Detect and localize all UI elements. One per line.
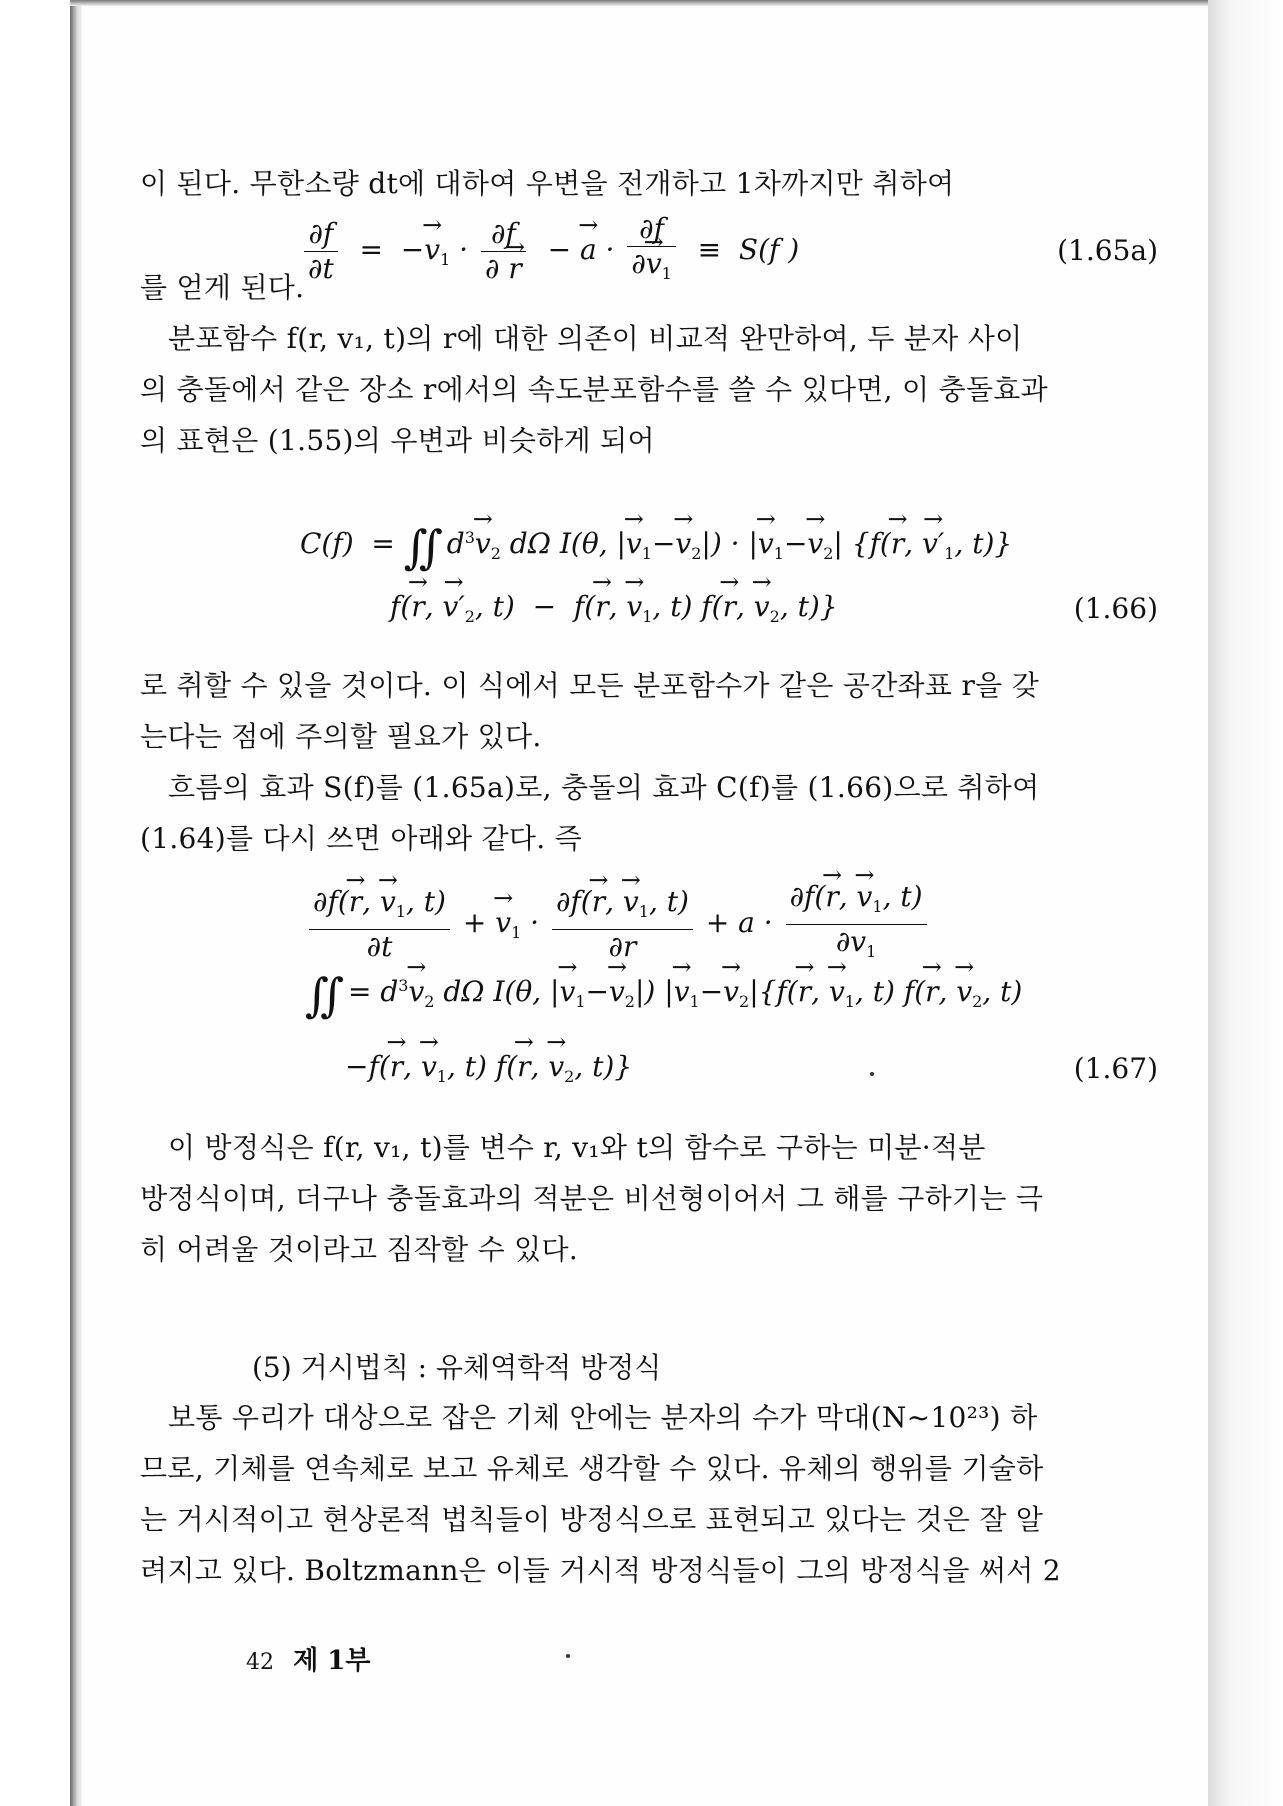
equation-1-67-line-2: ∬ = $d^3\to v_2$ dΩ I(θ, |→ $v_1-\to v_2|$) |→ $v_1-\to v_2|\{f(\to r$, → $v_1$, t) f(→ r, → $v_2$, t) [305,968,1022,1022]
paragraph-4 [140,1122,1160,1275]
paragraph-4-line-1: 이 방정식은 f(r, v₁, t)를 변수 r, v₁와 t의 함수로 구하는 미분·적분 [168,1131,986,1164]
paragraph-5-line-3: 는 거시적이고 현상론적 법칙들이 방정식으로 표현되고 있다는 것은 잘 알 [140,1503,1044,1536]
book-binding-shadow [70,0,82,1806]
equation-1-66-line-1: C(f) = ∬ $d^3\to v_2$ dΩ I(θ, |→ $v_1-\to v_2|$) · |→ $v_1-\to v_2|$ {f(→ r, → $v'_1$, t)} [300,520,1012,574]
after-eq-line: 를 얻게 된다. [140,271,305,304]
page-right-edge [1208,0,1283,1806]
paragraph-5-line-2: 므로, 기체를 연속체로 보고 유체로 생각할 수 있다. 유체의 행위를 기술하 [140,1452,1044,1485]
paragraph-2 [140,660,1160,864]
paragraph-3-line-1: 흐름의 효과 S(f)를 (1.65a)로, 충돌의 효과 C(f)를 (1.66)으로 취하여 [168,771,1040,804]
equation-number-1-65a: (1.65a) [1057,234,1158,267]
section-title: (5) 거시법칙 : 유체역학적 방정식 [252,1351,662,1384]
scan-speck [870,1072,874,1076]
intro-line: 이 된다. 무한소량 dt에 대하여 우변을 전개하고 1차까지만 취하여 [140,167,955,200]
paragraph-5-line-1: 보통 우리가 대상으로 잡은 기체 안에는 분자의 수가 막대(N~10²³) 하 [168,1401,1038,1434]
equation-1-66-line-2: f(→ r, → $v'_2$, t) − f(→ r, → $v_1$, t) f(→ r, → $v_2$, t)} [390,590,838,626]
paragraph-1-line-3: 의 표현은 (1.55)의 우변과 비슷하게 되어 [140,424,655,457]
paragraph-1-line-2: 의 충돌에서 같은 장소 r에서의 속도분포함수를 쓸 수 있다면, 이 충돌효과 [140,373,1048,406]
equation-1-65a: $\frac{\partial f}{\partial t}$ = −→ $v_1$ · $\frac{\partial f}{\partial \to r}$ − → a · $\frac{\partial f}{\partial\to v_1}$ ≡ S(f ) [300,212,799,291]
page-footer [246,1640,370,1677]
equation-number-1-66: (1.66) [1073,592,1158,625]
paragraph-5 [140,1392,1160,1596]
equation-number-1-67: (1.67) [1073,1052,1158,1085]
paragraph-3-line-2: (1.64)를 다시 쓰면 아래와 같다. 즉 [140,822,583,855]
intro-paragraph [140,158,1160,209]
paragraph-2-line-1: 로 취할 수 있을 것이다. 이 식에서 모든 분포함수가 같은 공간좌표 r을 갖 [140,669,1040,702]
paragraph-2-line-2: 는다는 점에 주의할 필요가 있다. [140,720,542,753]
paragraph-5-line-4: 려지고 있다. Boltzmann은 이들 거시적 방정식들이 그의 방정식을 써서 2 [140,1554,1061,1587]
equation-1-67-line-3: −f(→ r, → $v_1$, t) f(→ r, → $v_2$, t)} [345,1050,632,1086]
scan-speck [566,1654,570,1658]
page-number: 42 [246,1650,274,1675]
equation-1-67-line-1: $\frac{\partial f(\to r, \to v_1, t)}{\partial t}$ + → $v_1$ · $\frac{\partial f(\to r, \to v_1, t)}{\partial r}$ + a · $\frac{\partial f(\to r, \to v_1, t)}{\partial v_1}$ [305,880,931,969]
paragraph-1-line-1: 분포함수 f(r, v₁, t)의 r에 대한 의존이 비교적 완만하여, 두 분자 사이 [168,322,1023,355]
paragraph-4-line-2: 방정식이며, 더구나 충돌효과의 적분은 비선형이어서 그 해를 구하기는 극 [140,1182,1044,1215]
paragraph-4-line-3: 히 어려울 것이라고 짐작할 수 있다. [140,1233,579,1266]
paragraph-1 [140,262,1160,466]
part-label: 제 1부 [293,1646,371,1676]
